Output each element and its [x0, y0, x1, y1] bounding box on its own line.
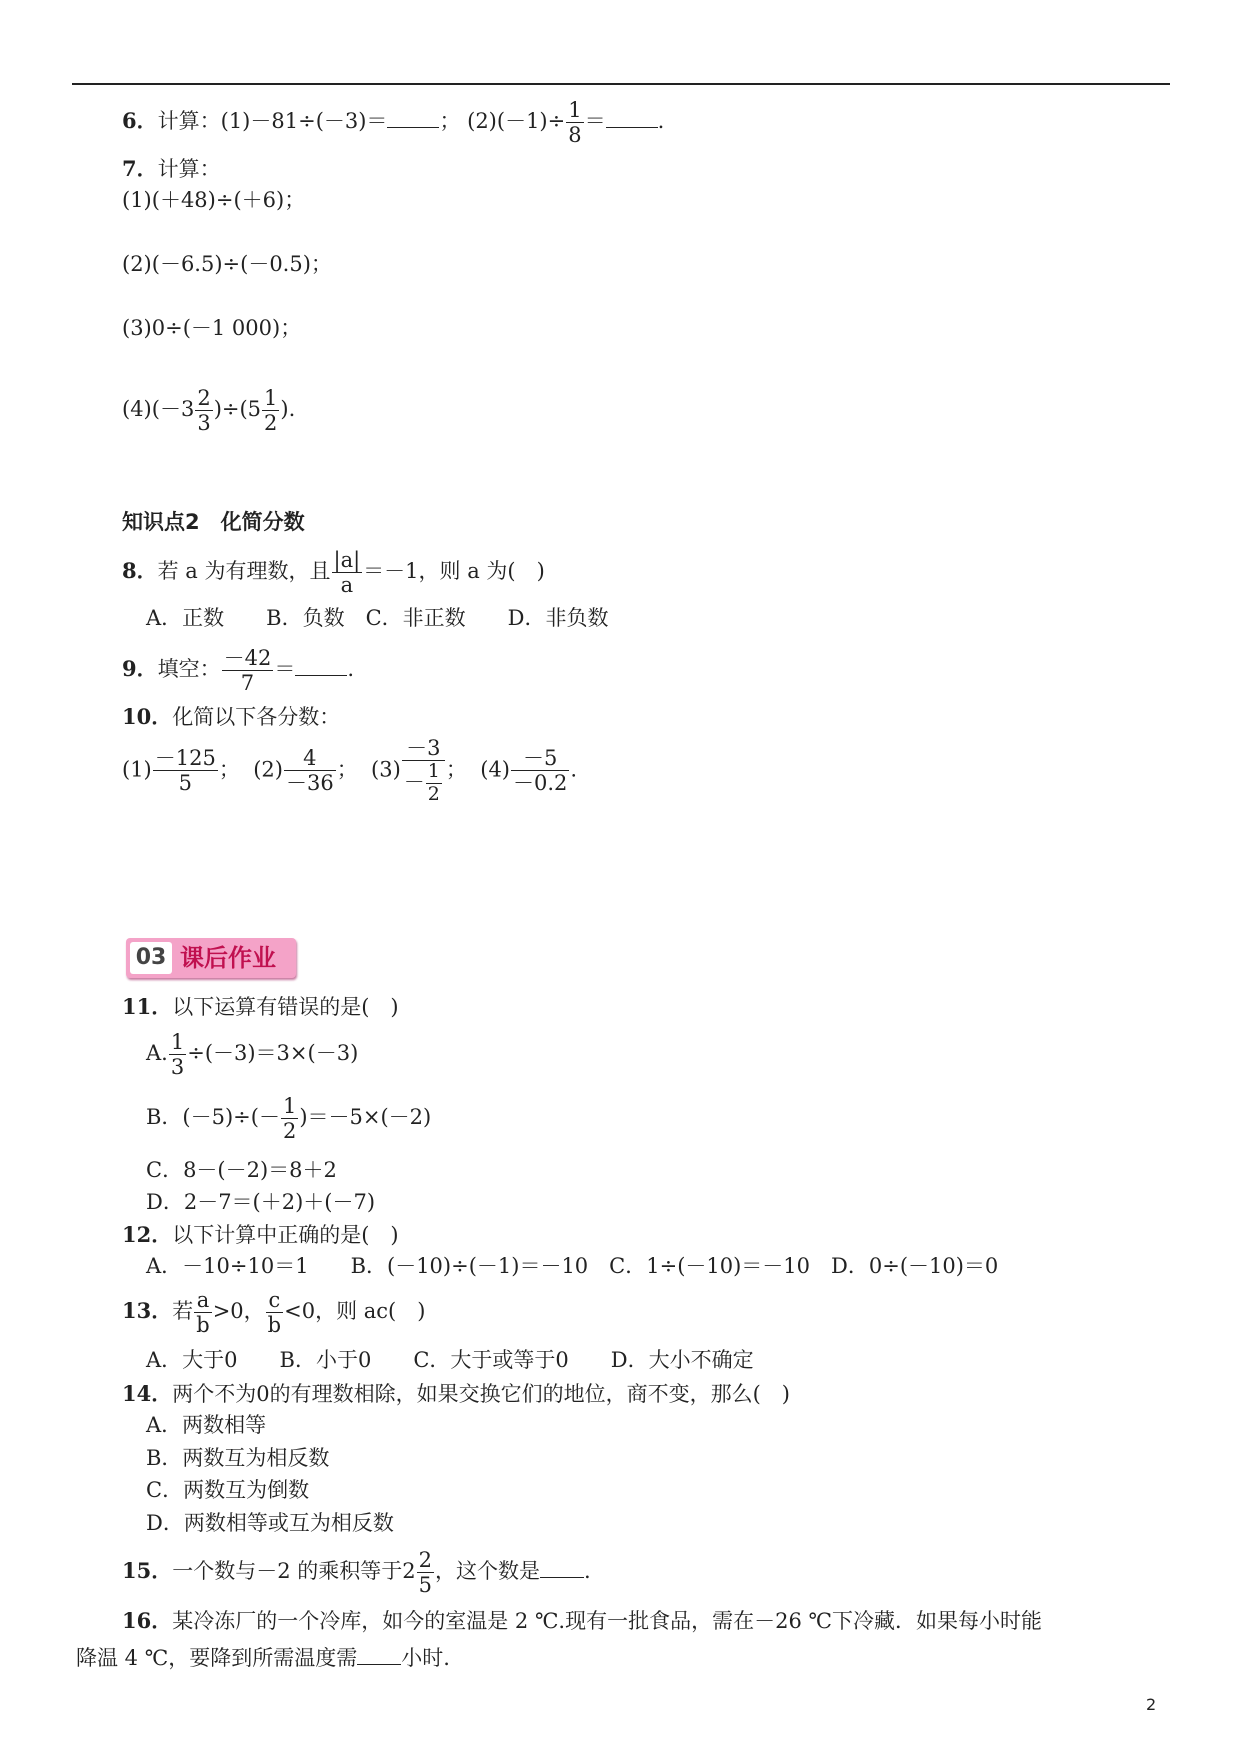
- question-6: 6．计算：(1)－81÷(－3)＝ ； (2)(－1)÷ $\frac{1}{8}$ ＝ .: [122, 98, 665, 148]
- question-13-options: A．大于0 B．小于0 C．大于或等于0 D．大小不确定: [146, 1348, 754, 1372]
- question-10-title: 10．化简以下各分数：: [122, 704, 341, 729]
- badge-number: 03: [130, 942, 172, 974]
- badge-text: 课后作业: [180, 943, 276, 972]
- question-10-fractions: (1) $\frac{-125}{5}$ ； (2) $\frac{4}{-36}$ ； (3) －3 － $\frac{1}{2}$ ； (4) $\frac{-5}{-0.2}$ .: [122, 736, 578, 805]
- question-11-option-c: C．8－(－2)＝8＋2: [146, 1158, 337, 1182]
- question-16-line-1: 16．某冷冻厂的一个冷库，如今的室温是 2 ℃.现有一批食品，需在－26 ℃下冷藏．如果每小时能: [122, 1608, 1042, 1633]
- question-7-part-1: (1)(＋48)÷(＋6)；: [122, 188, 306, 212]
- fraction: $\frac{2}{5}$: [418, 1548, 433, 1598]
- page-number: 2: [1146, 1695, 1157, 1714]
- question-7-part-3: (3)0÷(－1 000)；: [122, 316, 302, 340]
- question-15: 15．一个数与－2 的乘积等于2 $\frac{2}{5}$ ，这个数是 .: [122, 1548, 591, 1598]
- question-11-option-b: B．(－5)÷(－ $\frac{1}{2}$ )＝－5×(－2): [146, 1094, 432, 1144]
- answer-blank[interactable]: [295, 654, 347, 676]
- question-14-option-d: D．两数相等或互为相反数: [146, 1511, 394, 1535]
- question-14-title: 14．两个不为0的有理数相除，如果交换它们的地位，商不变，那么( ): [122, 1381, 790, 1406]
- homework-badge: [126, 938, 296, 978]
- question-11-option-a: A. $\frac{1}{3}$ ÷(－3)＝3×(－3): [146, 1030, 359, 1080]
- question-8-options: A．正数 B．负数 C．非正数 D．非负数: [146, 606, 609, 630]
- question-13: 13．若 $\frac{a}{b}$ >0， $\frac{c}{b}$ <0，则 ac( ): [122, 1288, 426, 1338]
- question-7-part-4: (4)(－3 $\frac{2}{3}$ )÷(5 $\frac{1}{2}$ ).: [122, 386, 296, 436]
- section-heading: 知识点2 化简分数: [122, 510, 305, 534]
- fraction: $\frac{1}{2}$: [282, 1094, 297, 1144]
- fraction: $\frac{-42}{7}$: [223, 646, 272, 696]
- fraction: －3 － $\frac{1}{2}$: [402, 736, 445, 806]
- fraction: $\frac{a}{b}$: [196, 1288, 210, 1338]
- fraction: $\frac{-5}{-0.2}$: [513, 746, 568, 796]
- question-11-title: 11．以下运算有错误的是( ): [122, 994, 399, 1019]
- question-14-option-a: A．两数相等: [146, 1413, 267, 1437]
- question-7-title: 7．计算：: [122, 156, 221, 181]
- question-14-option-c: C．两数互为倒数: [146, 1478, 310, 1502]
- question-9: 9．填空： $\frac{-42}{7}$ ＝ .: [122, 646, 355, 696]
- question-16-line-2: 降温 4 ℃，要降到所需温度需 小时.: [76, 1643, 450, 1669]
- answer-blank[interactable]: [357, 1643, 401, 1665]
- fraction: $\frac{1}{3}$: [170, 1030, 185, 1080]
- answer-blank[interactable]: [606, 106, 658, 128]
- fraction: $\frac{-125}{5}$: [154, 746, 216, 796]
- question-12-options: A．－10÷10＝1 B．(－10)÷(－1)＝－10 C．1÷(－10)＝－10 D．0÷(－10)＝0: [146, 1254, 999, 1278]
- question-7-part-2: (2)(－6.5)÷(－0.5)；: [122, 252, 332, 276]
- fraction: $\frac{|a|}{a}$: [333, 548, 361, 598]
- question-8: 8．若 a 为有理数，且 $\frac{|a|}{a}$ ＝－1，则 a 为( ): [122, 548, 545, 598]
- question-12-title: 12．以下计算中正确的是( ): [122, 1222, 399, 1247]
- top-rule: [72, 83, 1170, 85]
- question-14-option-b: B．两数互为相反数: [146, 1446, 330, 1470]
- fraction: $\frac{c}{b}$: [267, 1288, 282, 1338]
- fraction: $\frac{1}{8}$: [568, 98, 582, 148]
- answer-blank[interactable]: [387, 106, 439, 128]
- question-11-option-d: D．2－7＝(＋2)＋(－7): [146, 1190, 376, 1214]
- fraction: $\frac{4}{-36}$: [285, 746, 334, 796]
- fraction: $\frac{2}{3}$: [197, 386, 211, 436]
- answer-blank[interactable]: [540, 1556, 584, 1578]
- fraction: $\frac{1}{2}$: [264, 386, 278, 436]
